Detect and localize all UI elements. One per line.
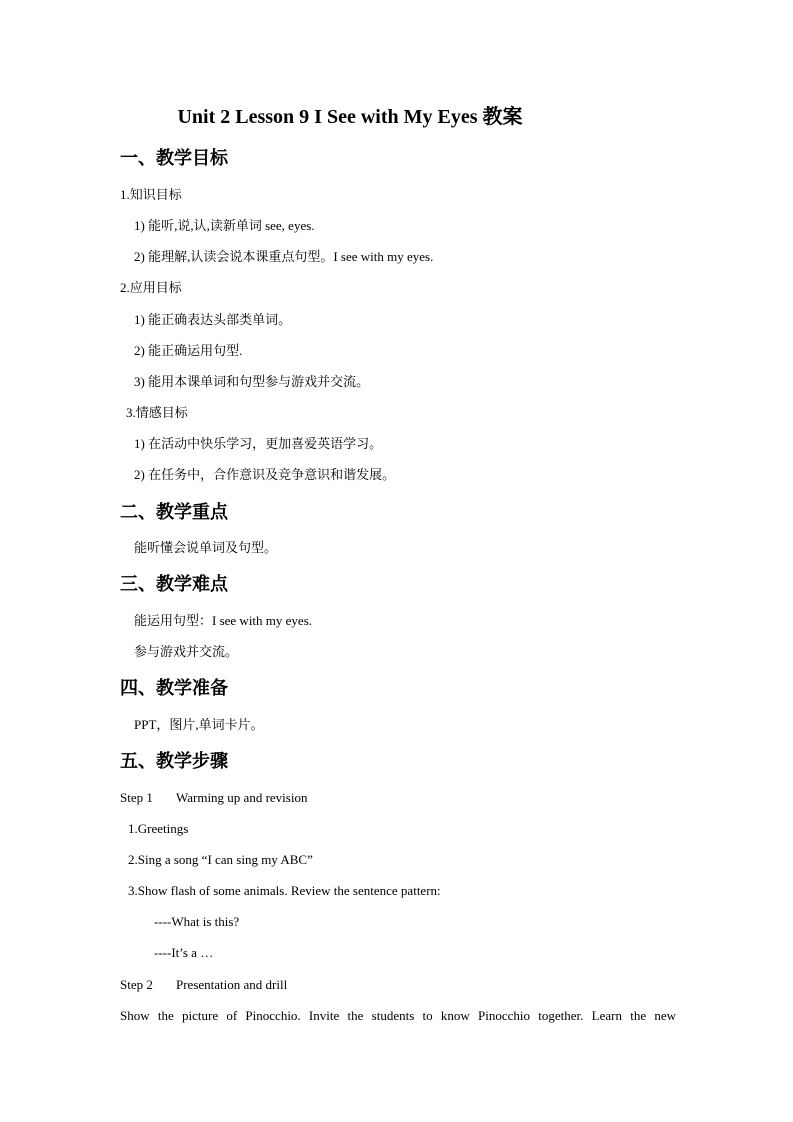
objective-application-item: 2) 能正确运用句型.	[134, 343, 243, 358]
step-item: 3.Show flash of some animals. Review the sentence pattern:	[128, 883, 441, 898]
preparation-text: PPT，图片,单词卡片。	[134, 717, 264, 732]
section-heading-preparation: 四、教学准备	[120, 678, 228, 699]
step-label: Step 1	[120, 790, 153, 805]
dialog-line: ----What is this?	[154, 914, 240, 929]
dialog-line: ----It’s a …	[154, 945, 214, 960]
step-title: Warming up and revision	[176, 790, 308, 805]
section-heading-key-points: 二、教学重点	[120, 502, 228, 523]
step-item: 2.Sing a song “I can sing my ABC”	[128, 852, 313, 867]
difficulty-text: 能运用句型：I see with my eyes.	[134, 613, 313, 628]
objective-application-item: 3) 能用本课单词和句型参与游戏并交流。	[134, 374, 370, 389]
document-title: Unit 2 Lesson 9 I See with My Eyes 教案	[177, 106, 523, 128]
objective-knowledge-item: 2) 能理解,认读会说本课重点句型。I see with my eyes.	[134, 249, 434, 264]
difficulty-text: 参与游戏并交流。	[134, 644, 239, 659]
objective-emotion-heading: 3.情感目标	[126, 405, 188, 420]
objective-emotion-item: 2) 在任务中，合作意识及竞争意识和谐发展。	[134, 467, 396, 482]
objective-knowledge-item: 1) 能听,说,认,读新单词 see, eyes.	[134, 218, 315, 233]
step-paragraph: Show the picture of Pinocchio. Invite the students to know Pinocchio together. Learn the new	[120, 1008, 676, 1023]
objective-knowledge-heading: 1.知识目标	[120, 187, 182, 202]
step-heading	[120, 790, 307, 806]
step-title: Presentation and drill	[176, 977, 288, 992]
section-heading-procedure: 五、教学步骤	[120, 751, 228, 772]
step-item: 1.Greetings	[128, 821, 189, 836]
objective-application-item: 1) 能正确表达头部类单词。	[134, 312, 292, 327]
step-label: Step 2	[120, 977, 153, 992]
step-heading	[120, 977, 287, 993]
objective-emotion-item: 1) 在活动中快乐学习，更加喜爱英语学习。	[134, 436, 383, 451]
key-point-text: 能听懂会说单词及句型。	[134, 540, 278, 555]
objective-application-heading: 2.应用目标	[120, 280, 182, 295]
section-heading-difficulties: 三、教学难点	[120, 574, 228, 595]
section-heading-objectives: 一、教学目标	[120, 148, 228, 169]
